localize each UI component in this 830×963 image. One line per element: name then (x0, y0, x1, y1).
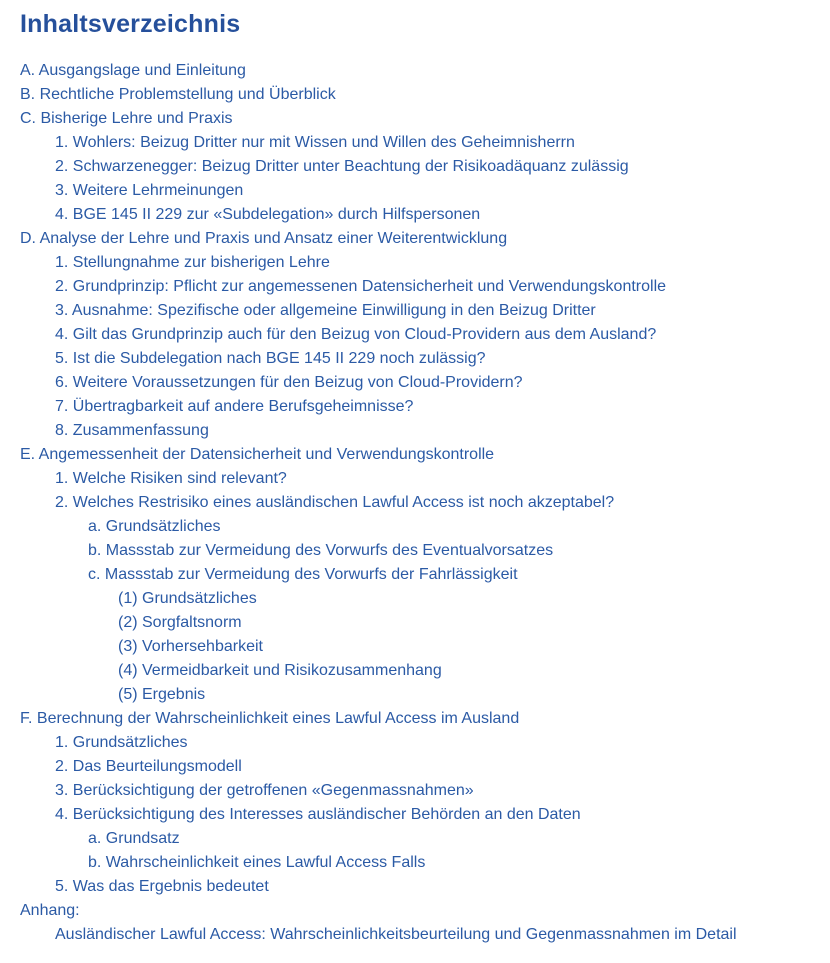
toc-entry[interactable]: 8. Zusammenfassung (55, 422, 209, 439)
toc-entry[interactable]: 1. Stellungnahme zur bisherigen Lehre (55, 254, 330, 271)
toc-entry[interactable]: D. Analyse der Lehre und Praxis und Ansatz einer Weiterentwicklung (20, 230, 508, 247)
toc-entry[interactable]: 4. Gilt das Grundprinzip auch für den Beizug von Cloud-Providern aus dem Ausland? (55, 326, 657, 343)
table-of-contents (20, 59, 820, 947)
toc-entry[interactable]: 3. Ausnahme: Spezifische oder allgemeine Einwilligung in den Beizug Dritter (55, 302, 596, 319)
toc-entry[interactable]: (2) Sorgfaltsnorm (118, 614, 242, 631)
toc-entry[interactable]: E. Angemessenheit der Datensicherheit und Verwendungskontrolle (20, 446, 495, 463)
toc-entry[interactable]: 3. Weitere Lehrmeinungen (55, 182, 244, 199)
toc-entry[interactable]: a. Grundsätzliches (88, 518, 221, 535)
toc-entry[interactable]: 3. Berücksichtigung der getroffenen «Gegenmassnahmen» (55, 782, 474, 799)
page-title: Inhaltsverzeichnis (20, 10, 241, 38)
toc-entry[interactable]: 4. BGE 145 II 229 zur «Subdelegation» durch Hilfspersonen (55, 206, 481, 223)
toc-entry[interactable]: C. Bisherige Lehre und Praxis (20, 110, 233, 127)
toc-entry[interactable]: A. Ausgangslage und Einleitung (20, 62, 246, 79)
toc-entry[interactable]: (5) Ergebnis (118, 686, 206, 703)
toc-entry[interactable]: F. Berechnung der Wahrscheinlichkeit eines Lawful Access im Ausland (20, 710, 520, 727)
toc-entry[interactable]: c. Massstab zur Vermeidung des Vorwurfs der Fahrlässigkeit (88, 566, 518, 583)
toc-entry[interactable]: 4. Berücksichtigung des Interesses ausländischer Behörden an den Daten (55, 806, 581, 823)
toc-entry[interactable]: 2. Welches Restrisiko eines ausländischen Lawful Access ist noch akzeptabel? (55, 494, 615, 511)
toc-entry[interactable]: a. Grundsatz (88, 830, 180, 847)
toc-entry[interactable]: 1. Grundsätzliches (55, 734, 188, 751)
toc-entry[interactable]: 6. Weitere Voraussetzungen für den Beizug von Cloud-Providern? (55, 374, 523, 391)
toc-entry[interactable]: 5. Ist die Subdelegation nach BGE 145 II 229 noch zulässig? (55, 350, 486, 367)
toc-entry[interactable]: 5. Was das Ergebnis bedeutet (55, 878, 269, 895)
toc-entry[interactable]: Anhang: (20, 902, 80, 919)
toc-entry[interactable]: (3) Vorhersehbarkeit (118, 638, 263, 655)
toc-entry[interactable]: 2. Grundprinzip: Pflicht zur angemessenen Datensicherheit und Verwendungskontrolle (55, 278, 667, 295)
toc-entry[interactable]: 1. Welche Risiken sind relevant? (55, 470, 287, 487)
toc-entry[interactable]: b. Massstab zur Vermeidung des Vorwurfs des Eventualvorsatzes (88, 542, 554, 559)
toc-entry[interactable]: (4) Vermeidbarkeit und Risikozusammenhang (118, 662, 442, 679)
toc-entry[interactable]: 7. Übertragbarkeit auf andere Berufsgeheimnisse? (55, 398, 414, 415)
toc-entry[interactable]: Ausländischer Lawful Access: Wahrscheinlichkeitsbeurteilung und Gegenmassnahmen im Detail (55, 926, 737, 943)
toc-entry[interactable]: 1. Wohlers: Beizug Dritter nur mit Wissen und Willen des Geheimnisherrn (55, 134, 575, 151)
toc-entry[interactable]: b. Wahrscheinlichkeit eines Lawful Access Falls (88, 854, 426, 871)
toc-entry[interactable]: 2. Das Beurteilungsmodell (55, 758, 242, 775)
toc-entry[interactable]: B. Rechtliche Problemstellung und Überblick (20, 86, 336, 103)
toc-entry[interactable]: 2. Schwarzenegger: Beizug Dritter unter Beachtung der Risikoadäquanz zulässig (55, 158, 629, 175)
toc-entry[interactable]: (1) Grundsätzliches (118, 590, 257, 607)
